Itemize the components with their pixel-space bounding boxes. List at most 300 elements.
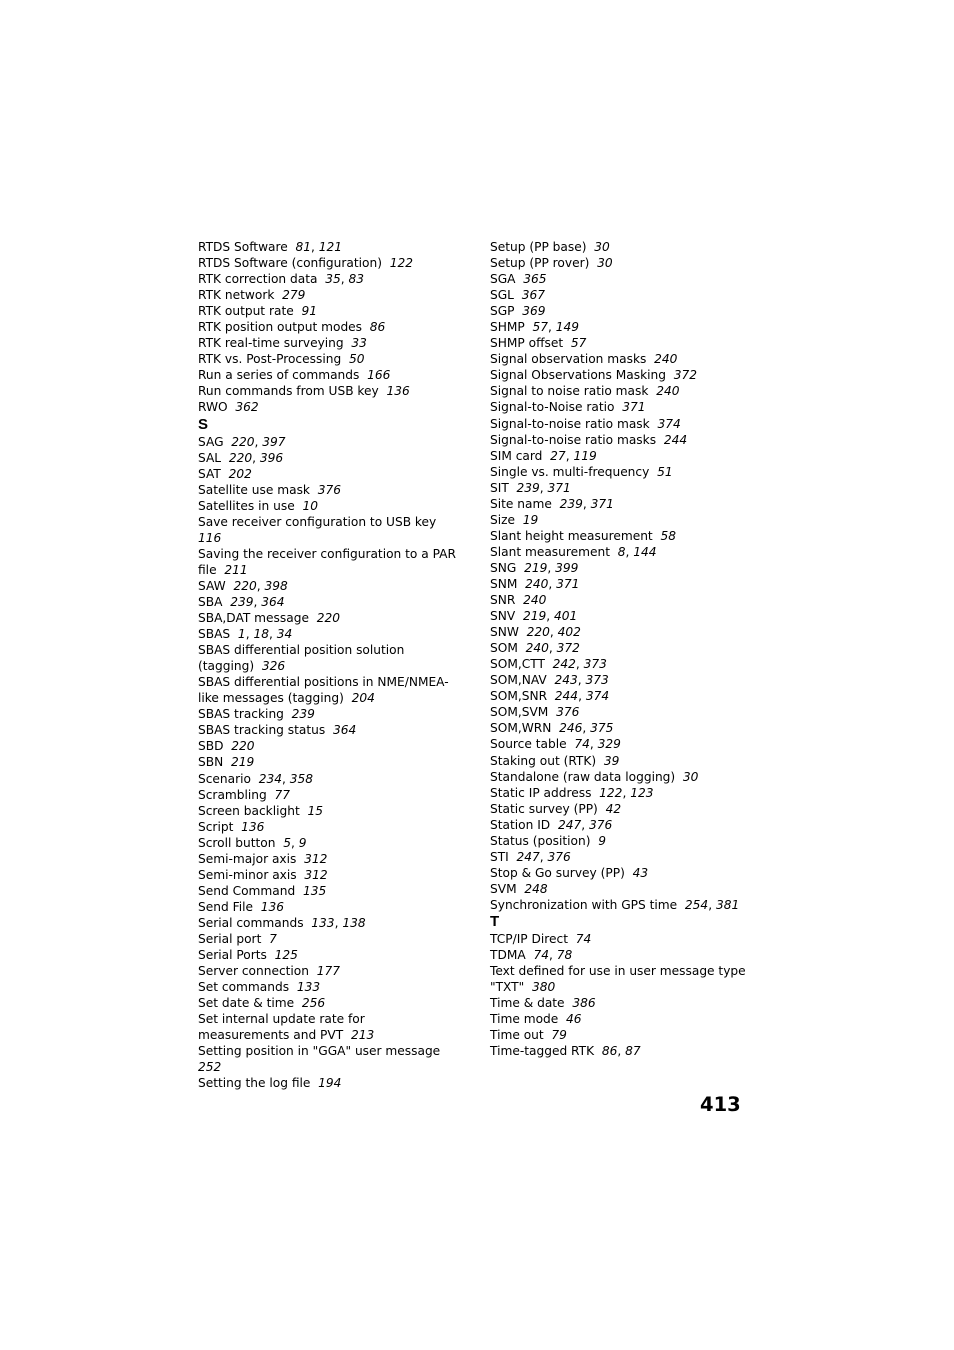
index-entry (198, 931, 458, 947)
page-reference: 119 (573, 448, 597, 463)
index-entry (490, 464, 752, 480)
index-term: SNV (490, 609, 516, 624)
index-entry: STI 247, 376 (490, 849, 571, 864)
page-reference: 57 (570, 336, 587, 351)
index-term: RTK output rate (198, 304, 294, 319)
index-term: SBA,DAT message (198, 611, 309, 626)
index-column-right (490, 239, 752, 1059)
page-reference: 8 (617, 544, 626, 559)
index-term: Time & date (490, 996, 565, 1011)
page-reference: 86 (369, 320, 386, 335)
page-reference: 51 (657, 464, 673, 479)
index-term: SOM,NAV (490, 673, 547, 688)
page-reference: 30 (594, 240, 610, 254)
index-term: Send Command (198, 883, 296, 898)
page-reference: 136 (260, 899, 284, 914)
index-entry: RTK correction data 35, 83 (198, 272, 364, 287)
index-term: Single vs. multi-frequency (490, 464, 650, 479)
index-entry: Serial commands 133, 138 (198, 915, 366, 930)
page-reference: 374 (585, 689, 610, 704)
page-reference: 374 (657, 416, 681, 431)
index-entry (490, 769, 752, 785)
page-reference: 399 (555, 560, 579, 575)
index-entry (490, 512, 752, 528)
page-reference: 247 (516, 849, 540, 864)
page-reference: 19 (522, 512, 539, 527)
page-reference: 312 (304, 851, 328, 866)
page-number: 413 (700, 1093, 741, 1116)
index-entry (198, 335, 458, 351)
index-entry (490, 801, 752, 817)
page-reference: 252 (198, 1060, 222, 1075)
index-term: Stop & Go survey (PP) (490, 865, 625, 880)
index-term: Semi-minor axis (198, 867, 297, 882)
page-reference: 398 (264, 578, 288, 593)
index-entry (490, 704, 752, 720)
index-term: SAL (198, 450, 222, 465)
index-entry (198, 867, 458, 883)
page-reference: 116 (198, 530, 222, 545)
index-term: RWO (198, 400, 228, 415)
index-term: SOM,WRN (490, 721, 552, 736)
index-term: Set internal update rate for measurements and PVT (198, 1012, 365, 1043)
index-term: Slant height measurement (490, 528, 653, 543)
page-reference: 243 (554, 673, 578, 688)
page-reference: 211 (224, 562, 248, 577)
index-entry (198, 1043, 458, 1075)
index-entry (198, 642, 458, 674)
index-term: Semi-major axis (198, 851, 297, 866)
index-term: SOM,CTT (490, 657, 545, 672)
page-reference: 18 (253, 627, 269, 642)
index-entry: SHMP 57, 149 (490, 320, 580, 335)
index-term: SBN (198, 755, 224, 770)
index-term: Serial Ports (198, 948, 267, 963)
page-reference: 177 (316, 964, 341, 979)
page-reference: 373 (585, 673, 609, 688)
page-reference: 213 (350, 1028, 375, 1043)
index-term: SBD (198, 739, 224, 754)
index-entry: SOM 240, 372 (490, 641, 580, 656)
page-reference: 369 (522, 304, 546, 319)
page-reference: 194 (318, 1076, 342, 1091)
page-reference: 364 (332, 723, 357, 738)
page-reference: 81 (295, 240, 312, 254)
index-term: RTDS Software (configuration) (198, 256, 382, 271)
page-reference: 1 (237, 627, 246, 642)
page-reference: 133 (296, 980, 321, 995)
index-term: Run a series of commands (198, 368, 360, 383)
index-term: SVM (490, 881, 517, 896)
index-entry (198, 255, 458, 271)
page-reference: 149 (555, 320, 580, 335)
index-term: Source table (490, 737, 567, 752)
page-reference: 39 (603, 753, 620, 768)
index-entry (490, 367, 752, 383)
index-term: SGL (490, 288, 514, 303)
index-entry (490, 881, 752, 897)
index-entry (198, 610, 458, 626)
index-entry: SAG 220, 397 (198, 434, 286, 449)
page-reference: 219 (522, 609, 547, 624)
page-reference: 10 (302, 498, 318, 513)
index-entry (198, 1011, 458, 1043)
page-reference: 133 (311, 915, 335, 930)
page-reference: 371 (622, 400, 646, 415)
index-term: Script (198, 819, 234, 834)
page-reference: 220 (231, 434, 255, 449)
index-entry (198, 754, 458, 770)
index-term: RTK correction data (198, 272, 318, 287)
page-reference: 138 (342, 915, 366, 930)
page-reference: 326 (261, 659, 286, 674)
page-reference: 367 (521, 288, 545, 303)
index-entry: Scenario 234, 358 (198, 771, 314, 786)
index-term: SNG (490, 560, 517, 575)
index-term: Saving the receiver configuration to a PAR file (198, 546, 456, 577)
index-term: Satellites in use (198, 498, 295, 513)
index-term: Serial commands (198, 915, 304, 930)
index-term: Size (490, 512, 516, 527)
index-term: Setup (PP base) (490, 240, 587, 254)
index-entry: SOM,NAV 243, 373 (490, 673, 609, 688)
page-reference: 219 (230, 755, 255, 770)
index-term: Setup (PP rover) (490, 256, 590, 271)
page-reference: 371 (547, 480, 571, 495)
page-reference: 247 (557, 817, 582, 832)
index-entry (490, 995, 752, 1011)
page-reference: 123 (630, 785, 654, 800)
index-entry (490, 963, 752, 995)
page-reference: 9 (298, 835, 307, 850)
index-term: Signal-to-noise ratio masks (490, 432, 657, 447)
index-term: Satellite use mask (198, 482, 310, 497)
page-reference: 5 (283, 835, 291, 850)
index-entry (198, 899, 458, 915)
index-term: SHMP offset (490, 336, 564, 351)
index-entry (198, 1075, 458, 1091)
index-term: Setting the log file (198, 1076, 311, 1091)
page-reference: 401 (553, 609, 578, 624)
page-reference: 83 (348, 272, 364, 287)
index-entry: SNG 219, 399 (490, 560, 579, 575)
index-entry (490, 239, 752, 255)
index-entry: SIT 239, 371 (490, 480, 571, 495)
index-term: Set date & time (198, 996, 295, 1011)
page-reference: 220 (316, 611, 340, 626)
page-reference: 74 (575, 931, 592, 946)
index-entry (198, 819, 458, 835)
page-reference: 372 (673, 368, 698, 383)
page-reference: 380 (532, 980, 556, 995)
index-term: SOM,SVM (490, 705, 549, 720)
index-entry (490, 1011, 752, 1027)
page-reference: 87 (625, 1044, 641, 1059)
index-term: Staking out (RTK) (490, 753, 597, 768)
page-reference: 136 (386, 384, 410, 399)
page-reference: 219 (524, 560, 548, 575)
index-term: SNM (490, 576, 518, 591)
index-term: Site name (490, 496, 552, 511)
index-entry: SOM,SNR 244, 374 (490, 689, 610, 704)
index-term: Status (position) (490, 833, 591, 848)
page-reference: 244 (554, 689, 579, 704)
page-reference: 386 (572, 996, 596, 1011)
index-entry (198, 399, 458, 415)
index-entry (490, 255, 752, 271)
page-reference: 58 (660, 528, 676, 543)
index-term: RTK vs. Post-Processing (198, 352, 342, 367)
index-entry (198, 738, 458, 754)
page-reference: 240 (525, 576, 549, 591)
index-entry: Static IP address 122, 123 (490, 785, 654, 800)
page-reference: 30 (682, 769, 699, 784)
index-term: SBAS (198, 627, 231, 642)
index-term: SGP (490, 304, 515, 319)
index-entry (198, 803, 458, 819)
index-term: RTK position output modes (198, 320, 363, 335)
index-term: Signal-to-noise ratio mask (490, 416, 650, 431)
page-reference: 371 (590, 496, 614, 511)
index-term: SIM card (490, 448, 543, 463)
index-section-heading: T (490, 912, 500, 930)
index-entry: Synchronization with GPS time 254, 381 (490, 897, 740, 912)
index-entry (198, 722, 458, 738)
index-entry (198, 383, 458, 399)
index-entry (490, 592, 752, 608)
index-section-heading: S (198, 415, 209, 433)
index-term: SBAS differential positions in NME/NMEA-like messages (tagging) (198, 675, 449, 706)
index-term: Signal-to-Noise ratio (490, 400, 615, 415)
index-term: Slant measurement (490, 544, 610, 559)
index-entry: SNM 240, 371 (490, 576, 580, 591)
page-reference: 373 (583, 657, 607, 672)
page-reference: 372 (556, 641, 580, 656)
index-entry (198, 995, 458, 1011)
index-entry (198, 303, 458, 319)
page-reference: 358 (289, 771, 314, 786)
index-entry (198, 546, 458, 578)
page-reference: 240 (656, 384, 680, 399)
index-term: Scenario (198, 771, 251, 786)
index-entry (490, 303, 752, 319)
index-entry (198, 963, 458, 979)
index-entry: Site name 239, 371 (490, 496, 614, 511)
index-entry (198, 514, 458, 546)
index-term: SBAS tracking (198, 707, 284, 722)
index-entry (490, 383, 752, 399)
index-entry (490, 528, 752, 544)
index-term: SGA (490, 272, 516, 287)
page-reference: 33 (351, 336, 367, 351)
index-term: RTK real-time surveying (198, 336, 344, 351)
page-reference: 371 (556, 576, 580, 591)
index-term: SOM,SNR (490, 689, 548, 704)
index-term: Text defined for use in user message type "TXT" (490, 964, 746, 995)
page-reference: 42 (605, 801, 622, 816)
page-reference: 240 (654, 352, 678, 367)
index-entry: SNW 220, 402 (490, 625, 581, 640)
index-entry (198, 351, 458, 367)
page-reference: 364 (261, 594, 285, 609)
page-reference: 77 (274, 787, 291, 802)
page-reference: 166 (367, 368, 391, 383)
index-term: SAG (198, 434, 224, 449)
page-reference: 27 (550, 448, 566, 463)
page-reference: 240 (523, 593, 547, 608)
index-term: SIT (490, 480, 509, 495)
index-entry (198, 319, 458, 335)
index-term: SNW (490, 625, 519, 640)
page-reference: 9 (598, 833, 607, 848)
index-entry: SIM card 27, 119 (490, 448, 597, 463)
index-term: Time-tagged RTK (490, 1044, 595, 1059)
page-reference: 375 (590, 721, 614, 736)
index-term: SOM (490, 641, 518, 656)
index-entry (490, 287, 752, 303)
page-reference: 35 (325, 272, 341, 287)
page-reference: 248 (524, 881, 548, 896)
page-reference: 78 (556, 948, 573, 963)
index-entry: Slant measurement 8, 144 (490, 544, 657, 559)
index-entry (490, 416, 752, 432)
index-entry (490, 399, 752, 415)
index-term: Signal observation masks (490, 352, 647, 367)
page-reference: 242 (552, 657, 576, 672)
index-entry (198, 287, 458, 303)
page-reference: 239 (559, 496, 583, 511)
page-reference: 240 (525, 641, 549, 656)
index-entry (490, 833, 752, 849)
page-reference: 202 (228, 466, 252, 481)
index-entry (490, 1027, 752, 1043)
page-reference: 376 (556, 705, 580, 720)
index-entry (198, 787, 458, 803)
index-term: TCP/IP Direct (490, 931, 569, 946)
index-column-left (198, 239, 458, 1091)
index-entry (490, 432, 752, 448)
index-term: RTK network (198, 288, 275, 303)
page-reference: 50 (348, 352, 365, 367)
page-reference: 397 (262, 434, 286, 449)
page-reference: 239 (516, 480, 540, 495)
page-reference: 376 (547, 849, 571, 864)
index-entry: SAW 220, 398 (198, 578, 288, 593)
page-reference: 204 (351, 691, 375, 706)
index-entry: SNV 219, 401 (490, 609, 578, 624)
page-reference: 15 (307, 803, 324, 818)
page-reference: 30 (597, 256, 613, 271)
page-reference: 121 (318, 240, 343, 254)
index-term: Synchronization with GPS time (490, 897, 678, 912)
index-term: SBA (198, 594, 223, 609)
index-entry: SBA 239, 364 (198, 594, 285, 609)
index-entry: Time-tagged RTK 86, 87 (490, 1044, 641, 1059)
index-entry: RTDS Software 81, 121 (198, 240, 343, 254)
index-entry: Source table 74, 329 (490, 737, 621, 752)
page-reference: 362 (235, 400, 259, 415)
page-reference: 365 (523, 272, 547, 287)
page-reference: 220 (231, 739, 255, 754)
page-reference: 246 (559, 721, 583, 736)
page-reference: 239 (291, 707, 315, 722)
page-reference: 402 (557, 625, 581, 640)
page-reference: 46 (566, 1012, 582, 1027)
index-term: SNR (490, 593, 516, 608)
page-reference: 86 (601, 1044, 618, 1059)
page-reference: 244 (663, 432, 688, 447)
index-term: SAT (198, 466, 221, 481)
index-entry (490, 931, 752, 947)
index-term: Screen backlight (198, 803, 300, 818)
page-reference: 91 (301, 304, 317, 319)
page-reference: 125 (274, 948, 298, 963)
page-reference: 376 (317, 482, 342, 497)
page-reference: 220 (233, 578, 257, 593)
page-reference: 144 (633, 544, 657, 559)
index-term: Time out (490, 1028, 544, 1043)
page-reference: 256 (301, 996, 326, 1011)
index-entry (490, 865, 752, 881)
page-reference: 329 (597, 737, 621, 752)
index-term: SBAS tracking status (198, 723, 326, 738)
page-reference: 220 (228, 450, 253, 465)
index-entry: SOM,CTT 242, 373 (490, 657, 607, 672)
index-entry: Scroll button 5, 9 (198, 835, 307, 850)
page-reference: 34 (276, 627, 293, 642)
page-reference: 234 (258, 771, 282, 786)
index-entry (198, 883, 458, 899)
page-reference: 7 (269, 931, 277, 946)
index-term: Server connection (198, 964, 309, 979)
index-term: Signal to noise ratio mask (490, 384, 649, 399)
index-entry (198, 482, 458, 498)
index-term: Run commands from USB key (198, 384, 379, 399)
index-entry (198, 498, 458, 514)
page-reference: 279 (282, 288, 306, 303)
index-term: Station ID (490, 817, 551, 832)
index-term: STI (490, 849, 509, 864)
page-reference: 381 (715, 897, 740, 912)
index-term: SHMP (490, 320, 525, 335)
index-term: Send File (198, 899, 253, 914)
index-term: Scroll button (198, 835, 276, 850)
index-term: SAW (198, 578, 226, 593)
index-entry (198, 706, 458, 722)
page-reference: 122 (599, 785, 623, 800)
page-reference: 254 (684, 897, 709, 912)
index-term: Static survey (PP) (490, 801, 598, 816)
index-term: Time mode (490, 1012, 559, 1027)
page-reference: 74 (574, 737, 590, 752)
index-term: Save receiver configuration to USB key (198, 514, 437, 529)
index-entry: TDMA 74, 78 (490, 948, 573, 963)
index-entry: SAL 220, 396 (198, 450, 284, 465)
index-term: TDMA (490, 948, 526, 963)
page-reference: 396 (259, 450, 284, 465)
index-term: Static IP address (490, 785, 592, 800)
index-entry (198, 466, 458, 482)
index-entry (490, 271, 752, 287)
page-reference: 57 (532, 320, 549, 335)
index-term: Setting position in "GGA" user message (198, 1044, 441, 1059)
page-reference: 376 (588, 817, 613, 832)
index-term: Signal Observations Masking (490, 368, 666, 383)
page-reference: 220 (526, 625, 550, 640)
page-reference: 79 (551, 1028, 567, 1043)
index-term: Serial port (198, 931, 262, 946)
page-reference: 239 (230, 594, 254, 609)
